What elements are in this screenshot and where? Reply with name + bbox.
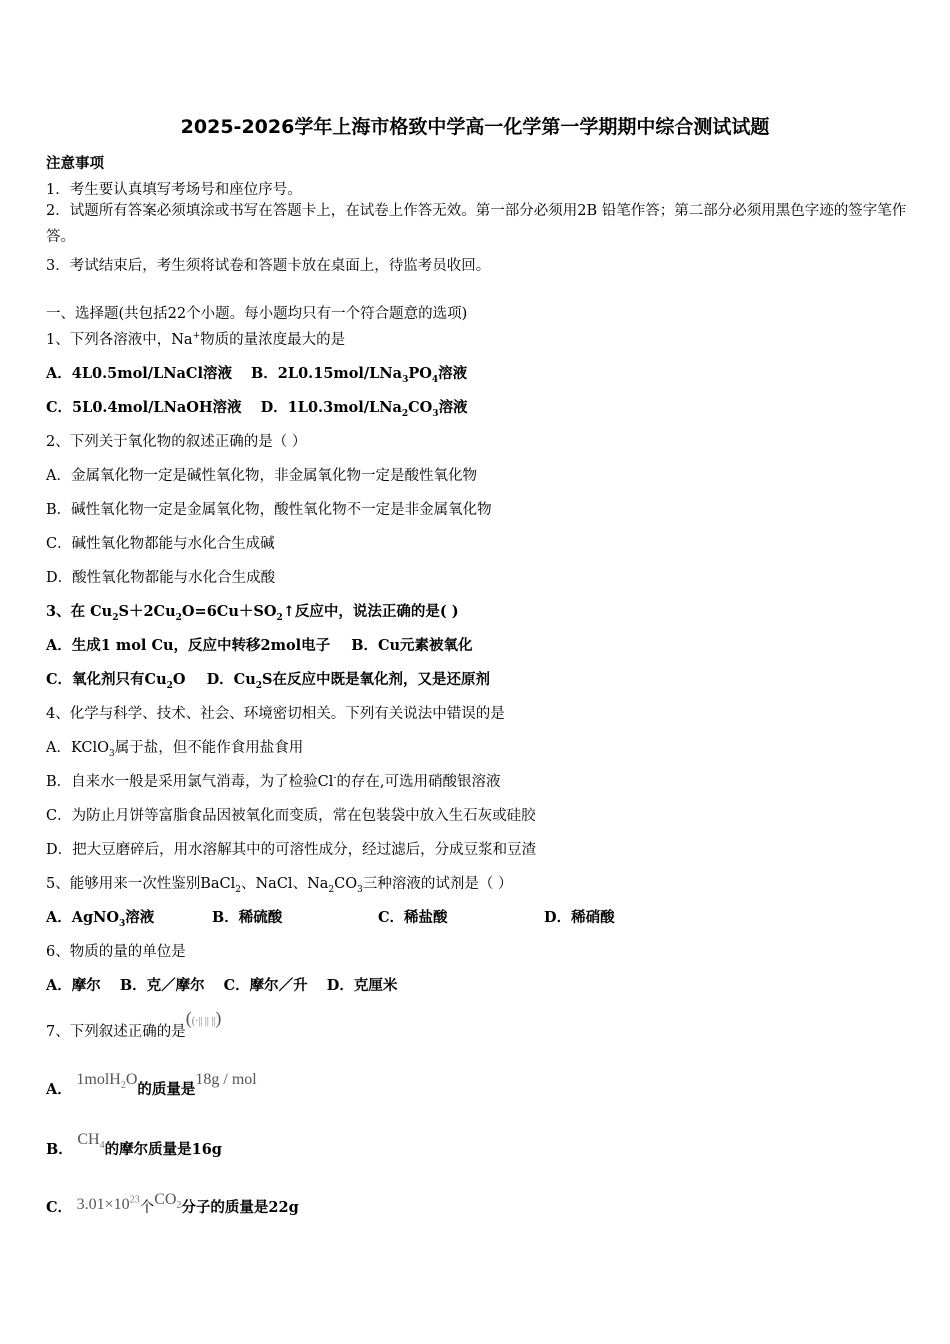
notice-item-2: 2．试题所有答案必须填涂或书写在答题卡上，在试卷上作答无效。第一部分必须用2B 铅笔作答；第二部分必须用黑色字迹的签字笔作答。 [46, 203, 907, 245]
q1-option-d[interactable]: D．$1L0.3mol/LNa_2CO_3$溶液 [260, 399, 468, 419]
notice-item-3: 3．考试结束后，考生须将试卷和答题卡放在桌面上，待监考员收回。 [46, 258, 491, 274]
question-3-stem: 3、在 $Cu_2S+2Cu_2O=6Cu+SO_2↑$反应中，说法正确的是( ) [46, 603, 459, 623]
notice-item-1: 1．考生要认真填写考场号和座位序号。 [46, 182, 302, 198]
q6-option-d[interactable]: D．克厘米 [326, 977, 398, 994]
question-3-options-row-2 [46, 668, 490, 691]
q6-option-a[interactable]: A．摩尔 [46, 977, 101, 994]
q4-option-d[interactable]: D．把大豆磨碎后，用水溶解其中的可溶性成分，经过滤后，分成豆浆和豆渣 [46, 842, 537, 858]
question-1-options-row-1 [46, 362, 467, 385]
q5-option-a[interactable]: A．AgNO$_3$溶液 [46, 909, 155, 929]
q3-option-a[interactable]: A．生成1 mol Cu，反应中转移2mol电子 [46, 637, 331, 654]
q7-option-b[interactable]: B． $CH_4$的摩尔质量是16g [46, 1131, 222, 1158]
question-5-options [46, 906, 615, 929]
answer-bracket: ((·|| || ||) [185, 1008, 222, 1028]
question-1-stem: 1、下列各溶液中，Na+物质的量浓度最大的是 [46, 331, 346, 348]
q4-option-b[interactable]: B．自来水一般是采用氯气消毒，为了检验Cl-的存在,可选用硝酸银溶液 [46, 773, 501, 790]
question-7-stem: 7、下列叙述正确的是((·|| || ||) [46, 1008, 222, 1040]
q5-option-c[interactable]: C．稀盐酸 [378, 909, 448, 926]
q7-option-a[interactable]: A． 1molH$_2$O的质量是18g / mol [46, 1071, 257, 1098]
q6-option-b[interactable]: B．克／摩尔 [119, 977, 205, 994]
q1-option-c[interactable]: C．5L0.4mol/LNaOH溶液 [46, 399, 242, 416]
question-3-options-row-1 [46, 634, 473, 655]
q4-option-a[interactable]: A．KClO$_3$属于盐，但不能作食用盐食用 [46, 740, 304, 759]
question-6-options [46, 974, 397, 995]
q7-option-c[interactable]: C． $3.01\times 10^{23}$个$CO_2$分子的质量是22g [46, 1191, 299, 1216]
q2-option-c[interactable]: C．碱性氧化物都能与水化合生成碱 [46, 536, 275, 552]
q1-option-b[interactable]: B．$2L0.15mol/LNa_3PO_4$溶液 [251, 365, 468, 385]
question-4-stem: 4、化学与科学、技术、社会、环境密切相关。下列有关说法中错误的是 [46, 706, 505, 722]
page-title: 2025-2026学年上海市格致中学高一化学第一学期期中综合测试试题 [180, 116, 770, 138]
q3-option-c[interactable]: C．氧化剂只有$Cu_2O$ [46, 671, 186, 691]
q2-option-d[interactable]: D．酸性氧化物都能与水化合生成酸 [46, 570, 276, 586]
question-2-stem: 2、下列关于氧化物的叙述正确的是（ ） [46, 434, 307, 450]
q1-option-a[interactable]: A．4L0.5mol/LNaCl溶液 [46, 365, 232, 382]
q5-option-b[interactable]: B．稀硫酸 [212, 909, 283, 926]
q2-option-b[interactable]: B．碱性氧化物一定是金属氧化物，酸性氧化物不一定是非金属氧化物 [46, 502, 492, 518]
q2-option-a[interactable]: A．金属氧化物一定是碱性氧化物，非金属氧化物一定是酸性氧化物 [46, 468, 477, 484]
question-6-stem: 6、物质的量的单位是 [46, 944, 186, 960]
q5-option-d[interactable]: D．稀硝酸 [544, 909, 615, 926]
q6-option-c[interactable]: C．摩尔／升 [223, 977, 308, 994]
question-5-stem: 5、能够用来一次性鉴别BaCl$_2$、NaCl、$Na_2CO_3$三种溶液的试剂是（ ） [46, 876, 513, 895]
q3-option-d[interactable]: D．$Cu_2S$在反应中既是氧化剂，又是还原剂 [206, 671, 491, 691]
notice-heading: 注意事项 [46, 155, 104, 172]
q3-option-b[interactable]: B．Cu元素被氧化 [351, 637, 473, 654]
q4-option-c[interactable]: C．为防止月饼等富脂食品因被氧化而变质，常在包装袋中放入生石灰或硅胶 [46, 808, 536, 824]
section-heading: 一、选择题(共包括22个小题。每小题均只有一个符合题意的选项) [46, 306, 468, 322]
question-1-options-row-2 [46, 396, 468, 419]
